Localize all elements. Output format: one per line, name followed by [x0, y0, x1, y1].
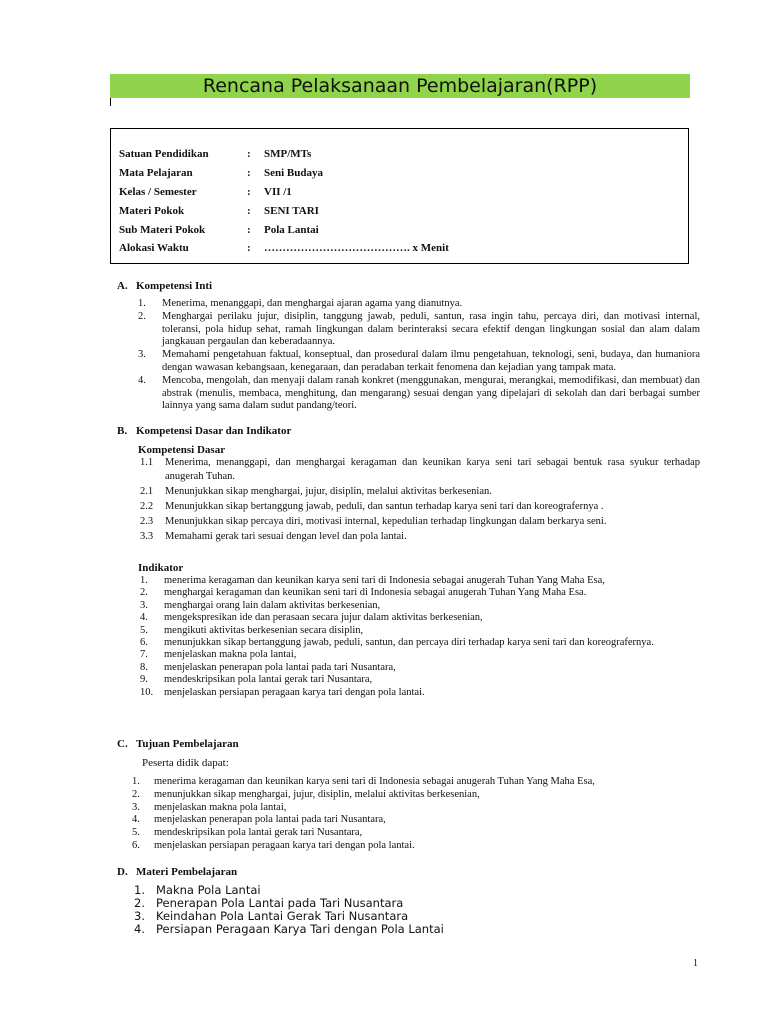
item-text: menjelaskan persiapan peragaan karya tari dengan pola lantai. — [154, 839, 415, 851]
identity-label: Materi Pokok — [119, 205, 185, 217]
identity-label: Sub Materi Pokok — [119, 224, 206, 236]
item-text: menghargai keragaman dan keunikan seni tari di Indonesia sebagai anugerah Tuhan Yang Maha Esa. — [164, 587, 587, 599]
list-item — [132, 814, 700, 827]
list-item — [140, 662, 700, 674]
section-b-heading — [117, 425, 291, 437]
section-d-heading — [117, 866, 237, 878]
item-text: Menunjukkan sikap percaya diri, motivasi internal, kepedulian terhadap lingkungan dalam berkarya seni. — [165, 516, 607, 527]
list-item — [140, 575, 700, 587]
item-number: 5. — [140, 624, 148, 636]
item-text: Menghargai perilaku jujur, disiplin, tanggung jawab, peduli, santun, rasa ingin tahu, percaya diri, dan motivasi internal, toleransi, pola hidup sehat, ramah lingkungan dalam berinteraksi secara efektif dengan lingkungan sosial dan alam dalam jangkauan pergaulan dan keberadaannya. — [162, 310, 700, 348]
list-item — [132, 840, 700, 853]
item-text: menghargai orang lain dalam aktivitas berkesenian, — [164, 599, 381, 611]
list-item — [140, 515, 700, 529]
tujuan-intro: Peserta didik dapat: — [142, 757, 229, 769]
item-text: menerima keragaman dan keunikan karya seni tari di Indonesia sebagai anugerah Tuhan Yang Maha Esa, — [154, 776, 595, 787]
identity-box — [110, 128, 689, 264]
identity-value: SMP/MTs — [264, 148, 312, 160]
section-marker: A. — [117, 280, 128, 292]
list-item — [138, 349, 700, 375]
list-item — [132, 802, 700, 815]
item-text: Penerapan Pola Lantai pada Tari Nusantara — [156, 896, 404, 910]
identity-value: Seni Budaya — [264, 167, 323, 179]
indikator-heading: Indikator — [138, 562, 184, 574]
item-text: Menerima, menanggapi, dan menghargai ajaran agama yang dianutnya. — [162, 298, 463, 309]
list-item — [134, 923, 700, 936]
item-number: 1. — [138, 298, 146, 309]
identity-value: VII /1 — [264, 186, 292, 198]
identity-colon: : — [247, 148, 251, 160]
item-text: Keindahan Pola Lantai Gerak Tari Nusantara — [156, 909, 409, 923]
list-item — [140, 500, 700, 514]
list-item — [140, 649, 700, 661]
item-text: menjelaskan makna pola lantai, — [154, 801, 287, 813]
identity-value: …………………………………. x Menit — [264, 242, 449, 254]
item-text: Menunjukkan sikap menghargai, jujur, disiplin, melalui aktivitas berkesenian. — [165, 486, 492, 497]
item-number: 7. — [140, 649, 148, 661]
section-title: Kompetensi Dasar dan Indikator — [136, 425, 292, 437]
list-item — [140, 612, 700, 624]
kompetensi-dasar-list — [140, 456, 700, 545]
item-number: 3. — [134, 909, 145, 923]
document-title: Rencana Pelaksanaan Pembelajaran(RPP) — [110, 74, 690, 98]
item-number: 8. — [140, 661, 148, 673]
identity-colon: : — [247, 167, 251, 179]
item-number: 6. — [132, 839, 140, 851]
item-number: 5. — [132, 827, 140, 839]
item-text: menunjukkan sikap menghargai, jujur, disiplin, melalui aktivitas berkesenian, — [154, 788, 480, 800]
list-item — [140, 625, 700, 637]
indikator-list — [140, 575, 700, 699]
list-item — [140, 456, 700, 484]
list-item — [132, 827, 700, 840]
item-text: Makna Pola Lantai — [156, 883, 261, 897]
section-title: Tujuan Pembelajaran — [136, 738, 239, 750]
item-number: 2. — [140, 587, 148, 599]
item-number: 2.3 — [140, 516, 154, 527]
section-marker: D. — [117, 866, 128, 878]
title-divider — [110, 98, 111, 106]
list-item — [138, 375, 700, 413]
item-number: 4. — [140, 612, 148, 624]
item-text: mendeskripsikan pola lantai gerak tari Nusantara, — [164, 674, 373, 686]
item-number: 6. — [140, 637, 148, 649]
item-number: 2.1 — [140, 486, 154, 497]
identity-label: Alokasi Waktu — [119, 242, 189, 254]
list-item — [140, 530, 700, 544]
item-number: 4. — [138, 374, 146, 386]
item-text: Mencoba, mengolah, dan menyaji dalam ranah konkret (menggunakan, mengurai, merangkai, memodifikasi, dan membuat) dan abstrak (menulis, membaca, menghitung, dan mengarang) sesuai dengan yang dipelajari di sekolah dan dari berbagai sumber lainnya yang sama dalam sudut pandang/teori. — [162, 374, 700, 412]
list-item — [140, 637, 700, 649]
page-number: 1 — [693, 958, 698, 969]
item-number: 3. — [138, 349, 146, 361]
tujuan-list — [132, 776, 700, 853]
list-item — [132, 789, 700, 802]
list-item — [140, 674, 700, 686]
kompetensi-inti-list — [138, 298, 700, 413]
item-text: mengekspresikan ide dan perasaan secara jujur dalam aktivitas berkesenian, — [164, 612, 483, 624]
list-item — [140, 485, 700, 499]
item-number: 2. — [138, 310, 146, 322]
list-item — [132, 776, 700, 789]
item-number: 1. — [132, 776, 140, 787]
item-number: 9. — [140, 674, 148, 686]
item-number: 3. — [132, 801, 140, 813]
item-number: 4. — [134, 922, 145, 936]
item-text: menjelaskan persiapan peragaan karya tari dengan pola lantai. — [164, 686, 425, 698]
identity-value: Pola Lantai — [264, 224, 319, 236]
item-text: Memahami pengetahuan faktual, konseptual, dan prosedural dalam ilmu pengetahuan, teknologi, seni, budaya, dan humaniora dengan wawasan kebangsaan, kenegaraan, dan peradaban terkait fenomena dan kejadian yang tampak mata. — [162, 349, 700, 373]
section-marker: B. — [117, 425, 128, 437]
item-number: 2. — [132, 788, 140, 800]
item-number: 3.3 — [140, 531, 154, 542]
section-title: Materi Pembelajaran — [136, 866, 238, 878]
item-text: menunjukkan sikap bertanggung jawab, peduli, santun, dan percaya diri terhadap karya seni tari dan koreografernya. — [164, 637, 654, 649]
item-number: 4. — [132, 814, 140, 826]
item-text: Persiapan Peragaan Karya Tari dengan Pola Lantai — [156, 922, 444, 936]
section-title: Kompetensi Inti — [136, 280, 213, 292]
kompetensi-dasar-heading: Kompetensi Dasar — [138, 444, 226, 456]
item-number: 1. — [140, 575, 148, 586]
item-number: 1.1 — [140, 457, 154, 468]
identity-colon: : — [247, 205, 251, 217]
identity-colon: : — [247, 186, 251, 198]
materi-list — [134, 884, 700, 936]
list-item — [140, 600, 700, 612]
item-text: menjelaskan penerapan pola lantai pada tari Nusantara, — [154, 814, 386, 826]
item-number: 3. — [140, 599, 148, 611]
item-text: menjelaskan makna pola lantai, — [164, 649, 297, 661]
item-number: 2.2 — [140, 501, 154, 512]
list-item — [138, 311, 700, 349]
item-number: 2. — [134, 896, 145, 910]
item-text: mengikuti aktivitas berkesenian secara disiplin, — [164, 624, 364, 636]
item-number: 10. — [140, 686, 154, 698]
item-text: menjelaskan penerapan pola lantai pada tari Nusantara, — [164, 661, 396, 673]
identity-colon: : — [247, 242, 251, 254]
item-text: Menerima, menanggapi, dan menghargai keragaman dan keunikan karya seni tari sebagai bentuk rasa syukur terhadap anugerah Tuhan. — [165, 457, 700, 482]
item-text: mendeskripsikan pola lantai gerak tari Nusantara, — [154, 827, 363, 839]
item-text: Memahami gerak tari sesuai dengan level dan pola lantai. — [165, 531, 407, 542]
item-number: 1. — [134, 883, 145, 897]
identity-colon: : — [247, 224, 251, 236]
identity-label: Kelas / Semester — [119, 186, 197, 198]
list-item — [138, 298, 700, 311]
section-c-heading — [117, 738, 239, 750]
list-item — [140, 687, 700, 699]
section-a-heading — [117, 280, 212, 292]
identity-label: Satuan Pendidikan — [119, 148, 209, 160]
item-text: menerima keragaman dan keunikan karya seni tari di Indonesia sebagai anugerah Tuhan Yang Maha Esa, — [164, 575, 605, 586]
list-item — [140, 587, 700, 599]
identity-label: Mata Pelajaran — [119, 167, 193, 179]
section-marker: C. — [117, 738, 128, 750]
identity-value: SENI TARI — [264, 205, 319, 217]
item-text: Menunjukkan sikap bertanggung jawab, peduli, dan santun terhadap karya seni tari dan koreografernya . — [165, 501, 604, 512]
